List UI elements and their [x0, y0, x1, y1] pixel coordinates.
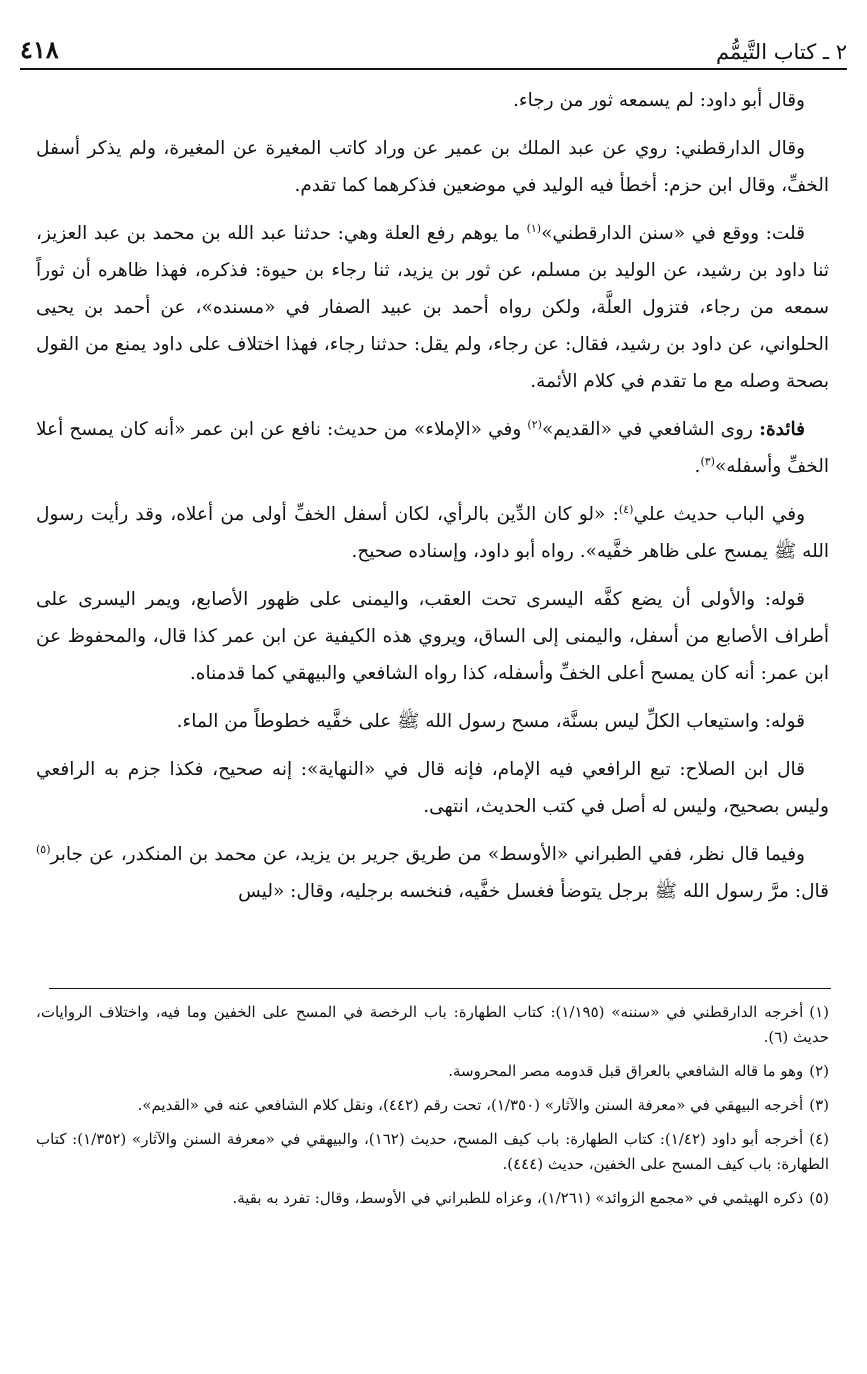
- paragraph-daraqutni: وقال الدارقطني: روي عن عبد الملك بن عمير عن وراد كاتب المغيرة عن المغيرة، ولم يذكر أسفل الخفِّ، وقال ابن حزم: أخطأ فيه الوليد في موضعين فذكرهما كما تقدم.: [36, 138, 829, 196]
- footnote-ref-3[interactable]: (٣): [700, 454, 715, 468]
- footnote-1: [36, 1000, 829, 1050]
- paragraph-nazar: [36, 836, 829, 910]
- footnote-ref-1[interactable]: (١): [526, 221, 542, 235]
- footnotes: [36, 1000, 829, 1220]
- footnote-text: أخرجه الدارقطني في «سننه» (١/١٩٥): كتاب الطهارة: باب الرخصة في المسح على الخفين وما فيه، واختلاف الروايات، حديث (٦).: [36, 1003, 829, 1046]
- footnote-ref-4[interactable]: (٤): [618, 502, 634, 516]
- footnote-number: (٤): [809, 1130, 829, 1148]
- text-run: قال: مرَّ رسول الله ﷺ برجل يتوضأ فغسل خفَّيه، فنخسه برجليه، وقال: «ليس: [238, 881, 829, 902]
- footnote-number: (١): [809, 1003, 830, 1021]
- footnote-3: [36, 1093, 829, 1118]
- footnote-number: (٢): [809, 1062, 829, 1080]
- page-number: ٤١٨: [20, 35, 59, 64]
- main-text: [36, 82, 829, 921]
- faida-label: فائدة:: [759, 419, 805, 440]
- footnote-text: أخرجه أبو داود (١/٤٢): كتاب الطهارة: باب كيف المسح، حديث (١٦٢)، والبيهقي في «معرفة السنن والآثار» (١/٣٥٢): كتاب الطهارة: باب كيف المسح على الخفين، حديث (٤٤٤).: [36, 1130, 829, 1173]
- footnote-divider: [49, 988, 831, 989]
- text-run: وفي الباب حديث علي: [633, 504, 805, 525]
- text-run: وفي «الإملاء» من حديث: نافع عن ابن عمر «أنه كان يمسح أعلا الخفِّ وأسفله»: [36, 419, 829, 477]
- text-run: قلت: ووقع في «سنن الدارقطني»: [541, 223, 805, 244]
- text-run: روى الشافعي في «القديم»: [541, 419, 760, 440]
- footnote-ref-5[interactable]: (٥): [36, 842, 51, 856]
- footnote-5: [36, 1186, 829, 1211]
- text-run: : «لو كان الدِّين بالرأي، لكان أسفل الخفِّ أولى من أعلاه، وقد رأيت رسول الله ﷺ يمسح على ظاهر خفَّيه». رواه أبو داود، وإسناده صحيح.: [36, 504, 829, 562]
- footnote-number: (٣): [809, 1096, 829, 1114]
- paragraph-qultu: [36, 215, 829, 400]
- footnote-text: ذكره الهيثمي في «مجمع الزوائد» (١/٢٦١)، وعزاه للطبراني في الأوسط، وقال: تفرد به بقية.: [232, 1189, 804, 1207]
- text-run: .: [694, 456, 701, 477]
- footnote-number: (٥): [809, 1189, 829, 1207]
- chapter-title: ٢ ـ كتاب التَّيمُّم: [716, 40, 847, 64]
- footnote-2: [36, 1059, 829, 1084]
- paragraph-awla: قوله: والأولى أن يضع كفَّه اليسرى تحت العقب، واليمنى على ظهور الأصابع، ويمر اليسرى على أطراف الأصابع من أسفل، واليمنى إلى الساق، ويروي هذه الكيفية عن ابن عمر كذا قال، والمحفوظ عن ابن عمر: أنه كان يمسح أعلى الخفِّ وأسفله، كذا رواه الشافعي والبيهقي كما قدمناه.: [36, 589, 829, 684]
- paragraph-faida: [36, 411, 829, 485]
- footnote-text: وهو ما قاله الشافعي بالعراق قبل قدومه مصر المحروسة.: [448, 1062, 804, 1080]
- paragraph-abu-dawud: وقال أبو داود: لم يسمعه ثور من رجاء.: [512, 90, 805, 111]
- footnote-4: [36, 1127, 829, 1177]
- footnote-text: أخرجه البيهقي في «معرفة السنن والآثار» (١/٣٥٠)، تحت رقم (٤٤٢)، ونقل كلام الشافعي عنه في «القديم».: [137, 1096, 804, 1114]
- footnote-ref-2[interactable]: (٢): [527, 417, 542, 431]
- text-run: وفيما قال نظر، ففي الطبراني «الأوسط» من طريق جرير بن يزيد، عن محمد بن المنكدر، عن جابر: [50, 844, 805, 865]
- page-header: [20, 30, 847, 70]
- text-run: ما يوهم رفع العلة وهي: حدثنا عبد الله بن محمد بن عبد العزيز، ثنا داود بن رشيد، عن الوليد بن مسلم، عن ثور بن يزيد، ثنا رجاء بن حيوة: فذكره، فهذا ظاهره أن ثوراً سمعه من رجاء، فتزول العلَّة، ولكن رواه أحمد بن عبيد الصفار في «مسنده»، عن أحمد بن يحيى الحلواني، عن داود بن رشيد، فقال: عن رجاء، ولم يقل: حدثنا رجاء، فهذا اختلاف على داود يمنع من القول بصحة وصله مع ما تقدم في كلام الأئمة.: [36, 223, 829, 392]
- paragraph-ibn-salah: قال ابن الصلاح: تبع الرافعي فيه الإمام، فإنه قال في «النهاية»: إنه صحيح، فكذا جزم به الرافعي وليس بصحيح، وليس له أصل في كتب الحديث، انتهى.: [36, 759, 829, 817]
- paragraph-hadith-ali: [36, 496, 829, 570]
- paragraph-istiab: قوله: واستيعاب الكلِّ ليس بسنَّة، مسح رسول الله ﷺ على خفَّيه خطوطاً من الماء.: [176, 711, 805, 732]
